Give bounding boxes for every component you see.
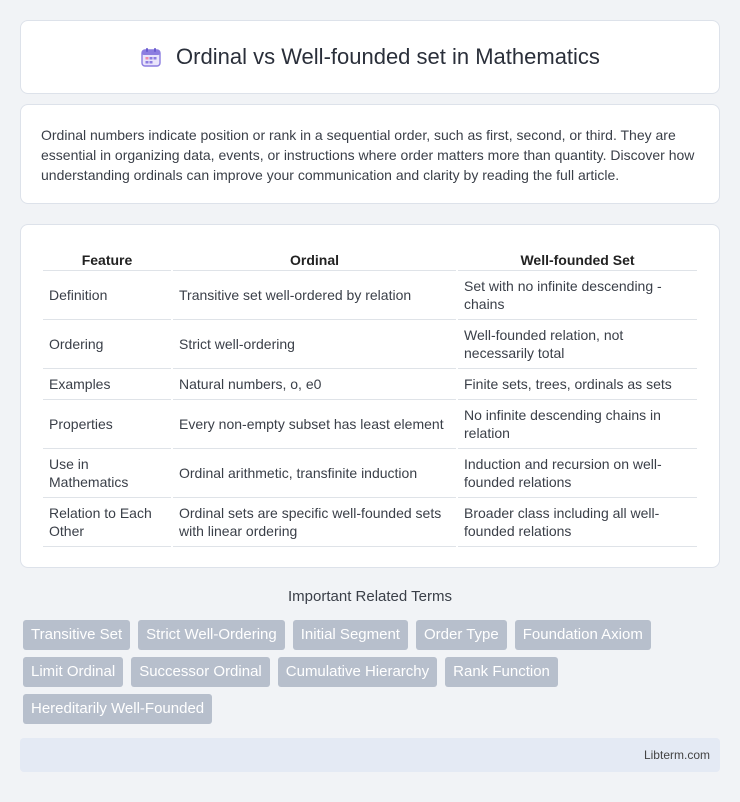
related-term-tag[interactable]: Order Type (416, 620, 507, 650)
cell-well-founded: Induction and recursion on well-founded relations (458, 449, 697, 498)
header-ordinal: Ordinal (173, 245, 456, 271)
cell-well-founded: No infinite descending chains in relation (458, 400, 697, 449)
header-well-founded-set: Well-founded Set (458, 245, 697, 271)
footer (20, 738, 720, 772)
cell-feature: Relation to Each Other (43, 498, 171, 547)
cell-feature: Ordering (43, 320, 171, 369)
table-row (43, 320, 697, 369)
related-term-tag[interactable]: Rank Function (445, 657, 558, 687)
cell-ordinal: Strict well-ordering (173, 320, 456, 369)
cell-feature: Definition (43, 271, 171, 320)
table-row (43, 400, 697, 449)
related-term-tag[interactable]: Foundation Axiom (515, 620, 651, 650)
cell-ordinal: Ordinal sets are specific well-founded sets with linear ordering (173, 498, 456, 547)
comparison-table (41, 245, 699, 547)
related-term-tag[interactable]: Hereditarily Well-Founded (23, 694, 212, 724)
calendar-icon (140, 46, 162, 68)
cell-ordinal: Transitive set well-ordered by relation (173, 271, 456, 320)
cell-well-founded: Set with no infinite descending -chains (458, 271, 697, 320)
table-row (43, 498, 697, 547)
related-term-tag[interactable]: Transitive Set (23, 620, 130, 650)
cell-feature: Use in Mathematics (43, 449, 171, 498)
header-feature: Feature (43, 245, 171, 271)
cell-well-founded: Finite sets, trees, ordinals as sets (458, 369, 697, 400)
related-terms-list (23, 620, 703, 724)
cell-ordinal: Ordinal arithmetic, transfinite induction (173, 449, 456, 498)
table-row (43, 449, 697, 498)
related-term-tag[interactable]: Strict Well-Ordering (138, 620, 285, 650)
related-terms-title: Important Related Terms (288, 588, 452, 605)
intro-card (20, 104, 720, 204)
comparison-table-card (20, 224, 720, 568)
cell-feature: Examples (43, 369, 171, 400)
cell-feature: Properties (43, 400, 171, 449)
related-term-tag[interactable]: Successor Ordinal (131, 657, 270, 687)
related-term-tag[interactable]: Initial Segment (293, 620, 408, 650)
table-row (43, 369, 697, 400)
cell-ordinal: Every non-empty subset has least element (173, 400, 456, 449)
cell-well-founded: Well-founded relation, not necessarily total (458, 320, 697, 369)
page-title: Ordinal vs Well-founded set in Mathematics (176, 44, 600, 69)
cell-well-founded: Broader class including all well-founded relations (458, 498, 697, 547)
related-term-tag[interactable]: Limit Ordinal (23, 657, 123, 687)
table-header-row (43, 245, 697, 271)
footer-brand-link[interactable]: Libterm.com (643, 748, 710, 762)
table-row (43, 271, 697, 320)
cell-ordinal: Natural numbers, o, e0 (173, 369, 456, 400)
intro-text: Ordinal numbers indicate position or rank in a sequential order, such as first, second, or third. They are essential in organizing data, events, or instructions where order matters more than quantity. Discover how understanding ordinals can improve your communication and clarity by reading the full article. (41, 127, 695, 183)
title-card (20, 20, 720, 94)
related-term-tag[interactable]: Cumulative Hierarchy (278, 657, 437, 687)
